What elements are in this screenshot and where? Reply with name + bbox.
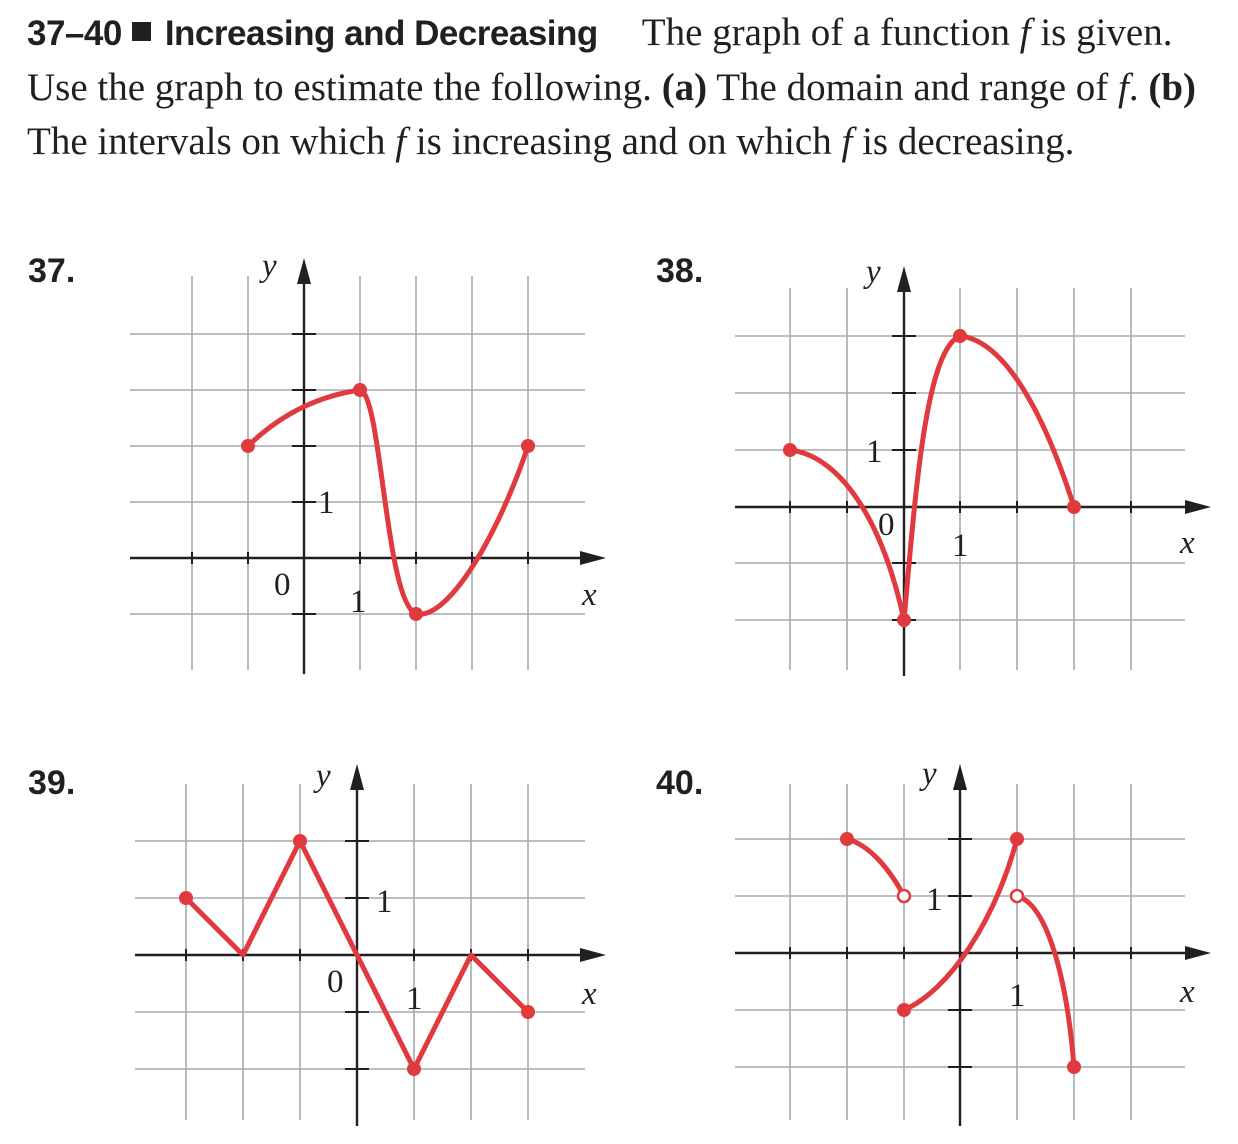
problem-number: 39. [28,764,76,802]
part-a-label: (a) [661,66,708,109]
y-axis-label: y [316,758,331,794]
function-symbol: f [1118,66,1129,109]
problem-number: 38. [656,252,704,290]
x-tick-label: 1 [952,528,969,564]
y-tick-label: 1 [926,882,943,918]
y-axis-arrow-icon [953,764,967,790]
problem-number: 37. [28,252,76,290]
closed-point [1010,832,1024,846]
intro-text-1: The graph of a function [641,11,1020,54]
x-axis-arrow-icon [1185,946,1211,960]
x-tick-label: 1 [406,981,423,1017]
y-axis-label: y [922,756,937,792]
closed-point [897,1003,911,1017]
intro-text-2: is given. Use the graph to estimate the following. [27,11,1173,109]
intro-text-4: . [1128,66,1149,109]
closed-endpoint [1067,1060,1081,1074]
exercise-heading: Increasing and Decreasing [164,14,598,53]
x-tick-label: 1 [350,584,367,620]
origin-label: 0 [878,507,895,543]
intro-text-7: is decreasing. [852,120,1075,163]
y-axis-label: y [262,248,277,284]
x-axis-label: x [1180,525,1195,561]
function-symbol: f [841,120,853,163]
exercise-range: 37–40 [27,14,122,53]
origin-label: 0 [274,567,291,603]
origin-label: 0 [327,964,344,1000]
function-curve-right [1017,896,1074,1067]
y-tick-label: 1 [318,485,335,521]
y-tick-label: 1 [376,884,393,920]
part-b-label: (b) [1148,66,1197,109]
open-endpoint [1011,890,1023,902]
x-axis-label: x [582,577,597,613]
x-tick-label: 1 [1009,978,1026,1014]
open-endpoint [898,890,910,902]
intro-text-5: The intervals on which [27,120,396,163]
function-symbol: f [1019,11,1031,54]
problem-number: 40. [656,764,704,802]
function-curve-left [847,839,904,896]
y-axis-label: y [866,254,881,290]
y-tick-label: 1 [866,434,883,470]
closed-endpoint [840,832,854,846]
x-axis-label: x [1180,974,1195,1010]
intro-text-6: is increasing and on which [406,120,842,163]
x-axis-label: x [582,976,597,1012]
function-symbol: f [395,120,407,163]
intro-text-3: The domain and range of [707,66,1118,109]
